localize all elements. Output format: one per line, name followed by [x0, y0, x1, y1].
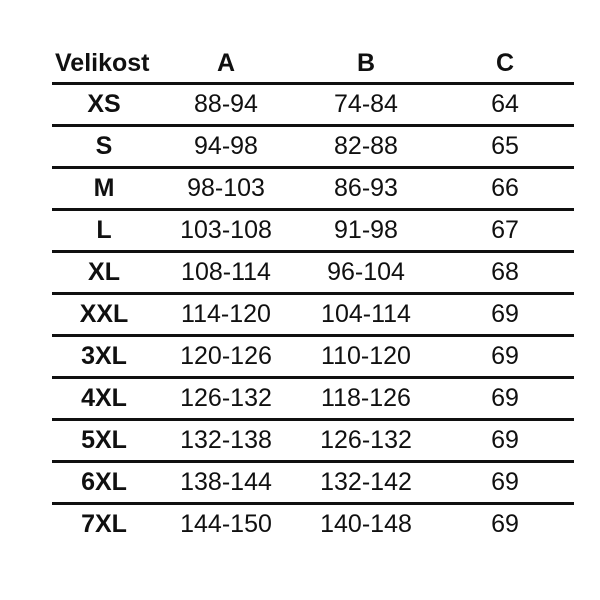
table-row: [52, 377, 574, 419]
measurement-value: 94-98: [156, 125, 296, 167]
measurement-value: 69: [436, 335, 574, 377]
measurement-value: 126-132: [296, 419, 436, 461]
header-col-b: B: [296, 45, 436, 83]
measurement-value: 120-126: [156, 335, 296, 377]
size-label: L: [52, 209, 156, 251]
size-label: XS: [52, 83, 156, 125]
measurement-value: 140-148: [320, 510, 412, 539]
measurement-value: 65: [436, 125, 574, 167]
measurement-value: 118-126: [296, 377, 436, 419]
table-row: [52, 83, 574, 125]
measurement-value: 69: [436, 293, 574, 335]
measurement-value: 64: [436, 83, 574, 125]
table-row: [52, 251, 574, 293]
table-row: [52, 293, 574, 335]
measurement-value: 110-120: [296, 335, 436, 377]
header-velikost: Velikost: [52, 45, 156, 83]
header-col-c: C: [436, 45, 574, 83]
measurement-value: 91-98: [296, 209, 436, 251]
measurement-value: 104-114: [296, 293, 436, 335]
size-label: 5XL: [52, 419, 156, 461]
measurement-value: 144-150: [180, 510, 272, 539]
table-row: [52, 209, 574, 251]
measurement-value: 132-138: [156, 419, 296, 461]
size-label: 3XL: [52, 335, 156, 377]
measurement-value: 132-142: [296, 461, 436, 503]
measurement-value: 114-120: [156, 293, 296, 335]
table-body: [52, 83, 574, 545]
size-label: XXL: [52, 293, 156, 335]
measurement-value: 86-93: [296, 167, 436, 209]
table-row: [52, 167, 574, 209]
measurement-value: 103-108: [156, 209, 296, 251]
header-row: [52, 45, 574, 83]
size-label: XL: [52, 251, 156, 293]
measurement-value: 108-114: [156, 251, 296, 293]
measurement-value: 98-103: [156, 167, 296, 209]
measurement-value: 68: [436, 251, 574, 293]
size-label: M: [52, 167, 156, 209]
table-row: [52, 419, 574, 461]
measurement-value: 138-144: [156, 461, 296, 503]
header-col-a: A: [156, 45, 296, 83]
measurement-value: 126-132: [156, 377, 296, 419]
size-label: 6XL: [52, 461, 156, 503]
measurement-value: 82-88: [296, 125, 436, 167]
measurement-value: 88-94: [156, 83, 296, 125]
measurement-value: 69: [491, 510, 519, 539]
size-label: 7XL: [81, 510, 127, 539]
table-row: [52, 503, 574, 545]
measurement-value: 96-104: [296, 251, 436, 293]
measurement-value: 69: [436, 377, 574, 419]
measurement-value: 69: [436, 461, 574, 503]
table-row: [52, 125, 574, 167]
size-label: 4XL: [52, 377, 156, 419]
size-chart-table: [52, 45, 574, 545]
measurement-value: 74-84: [296, 83, 436, 125]
measurement-value: 67: [436, 209, 574, 251]
table-row: [52, 461, 574, 503]
table-row: [52, 335, 574, 377]
measurement-value: 69: [436, 419, 574, 461]
measurement-value: 66: [436, 167, 574, 209]
size-label: S: [52, 125, 156, 167]
